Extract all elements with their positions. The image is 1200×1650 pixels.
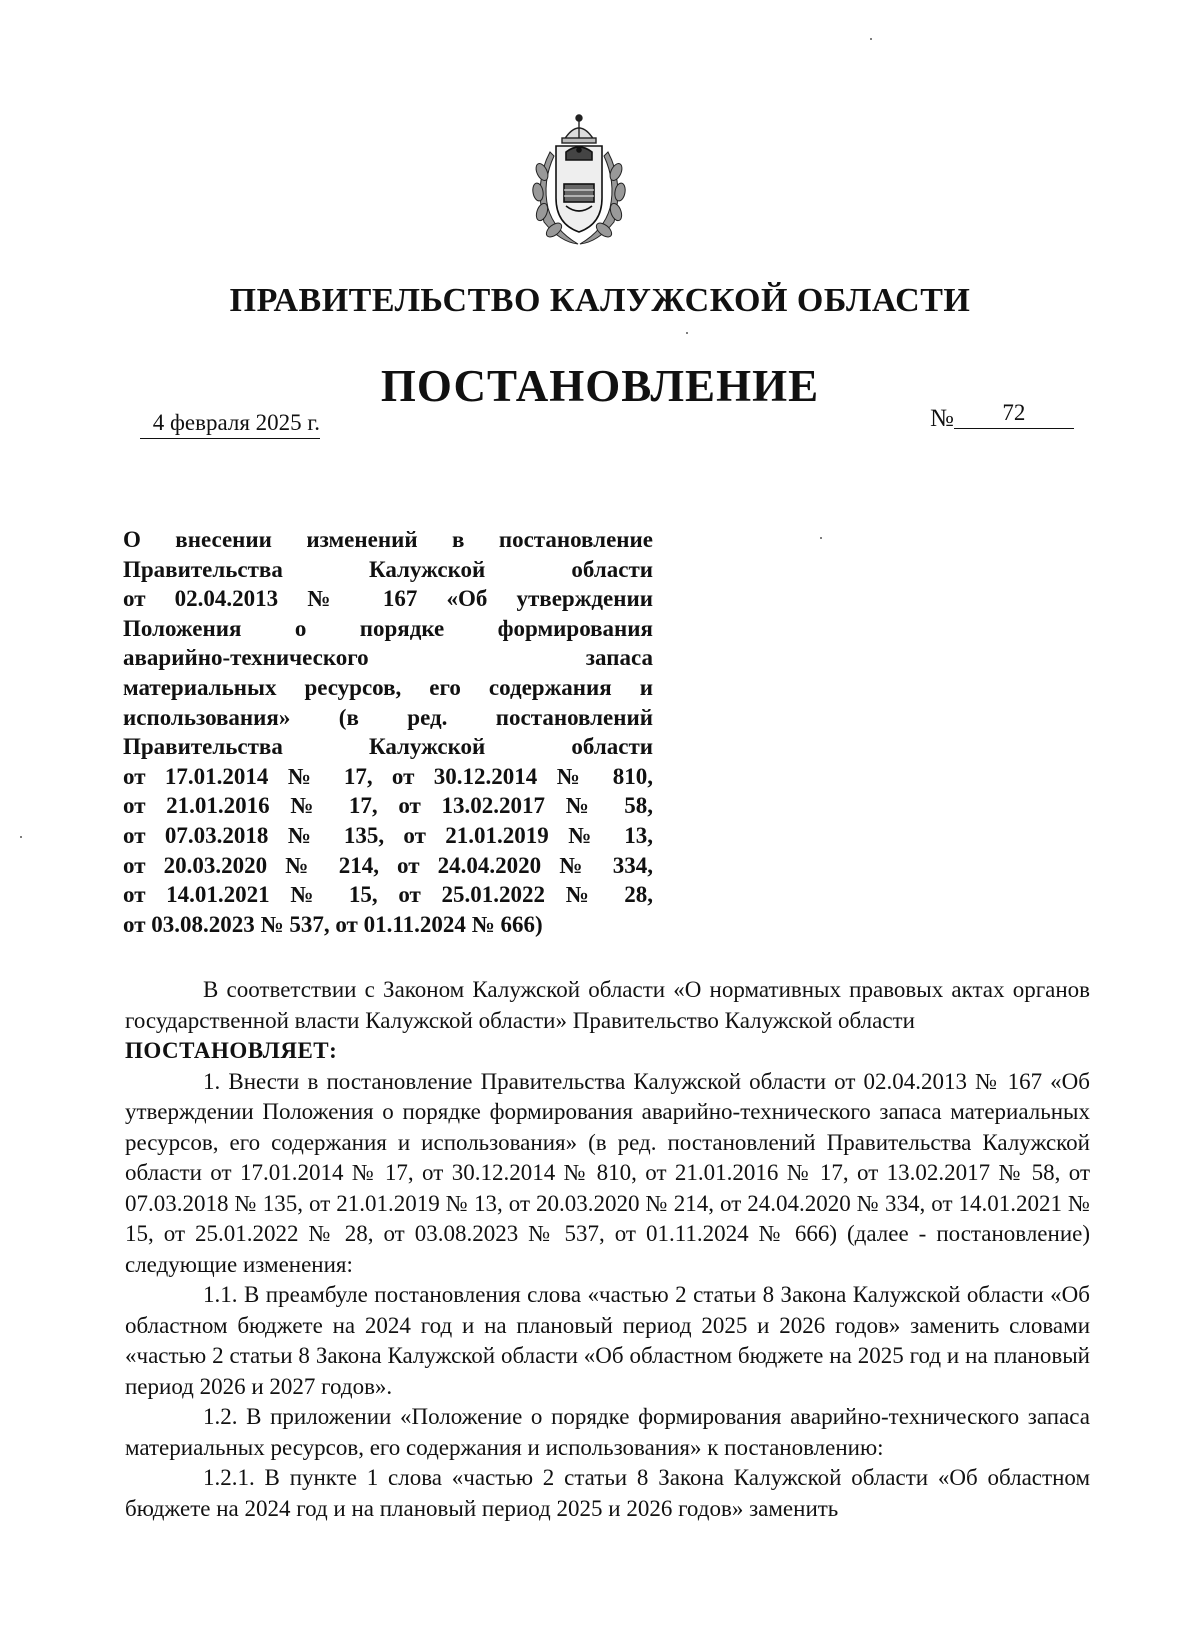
scan-speck xyxy=(20,836,22,838)
subject-line: Правительства Калужской области xyxy=(123,556,653,582)
number-sign: № xyxy=(930,405,954,432)
government-title: ПРАВИТЕЛЬСТВО КАЛУЖСКОЙ ОБЛАСТИ xyxy=(229,282,971,319)
scan-speck xyxy=(820,537,822,539)
subject-line: от 21.01.2016 № 17, от 13.02.2017 № 58, xyxy=(123,793,653,819)
subject-line: от 14.01.2021 № 15, от 25.01.2022 № 28, xyxy=(123,882,653,908)
resolves-heading: ПОСТАНОВЛЯЕТ: xyxy=(125,1038,338,1063)
subject-line: от 03.08.2023 № 537, от 01.11.2024 № 666) xyxy=(123,911,543,937)
coat-of-arms-emblem xyxy=(520,112,638,250)
item-1-1-paragraph: 1.1. В преамбуле постановления слова «частью 2 статьи 8 Закона Калужской области «Об областном бюджете на 2024 год и на плановый период 2025 и 2026 годов» заменить словами «частью 2 статьи 8 Закона Калужской области «Об областном бюджете на 2025 год и на плановый период 2026 и 2027 годов». xyxy=(125,1282,1090,1399)
scan-speck xyxy=(870,38,872,40)
scan-speck xyxy=(686,332,688,334)
item-1-2-paragraph: 1.2. В приложении «Положение о порядке формирования аварийно-технического запаса материальных ресурсов, его содержания и использования» к постановлению: xyxy=(125,1404,1090,1460)
subject-line: Положения о порядке формирования xyxy=(123,615,653,641)
subject-line: материальных ресурсов, его содержания и xyxy=(123,674,653,700)
document-type-title: ПОСТАНОВЛЕНИЕ xyxy=(380,361,820,411)
document-number-field xyxy=(930,400,1074,433)
subject-line: от 20.03.2020 № 214, от 24.04.2020 № 334, xyxy=(123,852,653,878)
subject-line: от 17.01.2014 № 17, от 30.12.2014 № 810, xyxy=(123,763,653,789)
document-subject xyxy=(123,525,653,939)
subject-line: Правительства Калужской области xyxy=(123,734,653,760)
subject-line: от 07.03.2018 № 135, от 21.01.2019 № 13, xyxy=(123,822,653,848)
preamble-paragraph: В соответствии с Законом Калужской области «О нормативных правовых актах органов государственной власти Калужской области» Правительство Калужской области xyxy=(125,977,1090,1033)
item-1-paragraph: 1. Внести в постановление Правительства Калужской области от 02.04.2013 № 167 «Об утверждении Положения о порядке формирования аварийно-технического запаса материальных ресурсов, его содержания и использования» (в ред. постановлений Правительства Калужской области от 17.01.2014 № 17, от 30.12.2014 № 810, от 21.01.2016 № 17, от 13.02.2017 № 58, от 07.03.2018 № 135, от 21.01.2019 № 13, от 20.03.2020 № 214, от 24.04.2020 № 334, от 14.01.2021 № 15, от 25.01.2022 № 28, от 03.08.2023 № 537, от 01.11.2024 № 666) (далее - постановление) следующие изменения: xyxy=(125,1068,1090,1277)
document-body xyxy=(125,975,1090,1524)
item-1-2-1-paragraph: 1.2.1. В пункте 1 слова «частью 2 статьи 8 Закона Калужской области «Об областном бюджете на 2024 год и на плановый период 2025 и 2026 годов» заменить xyxy=(125,1465,1090,1521)
subject-line: от 02.04.2013 № 167 «Об утверждении xyxy=(123,586,653,612)
document-date: 4 февраля 2025 г. xyxy=(140,410,320,439)
subject-line: аварийно-технического запаса xyxy=(123,645,653,671)
subject-line: использования» (в ред. постановлений xyxy=(123,704,653,730)
document-number: 72 xyxy=(954,400,1074,429)
subject-line: О внесении изменений в постановление xyxy=(123,527,653,552)
